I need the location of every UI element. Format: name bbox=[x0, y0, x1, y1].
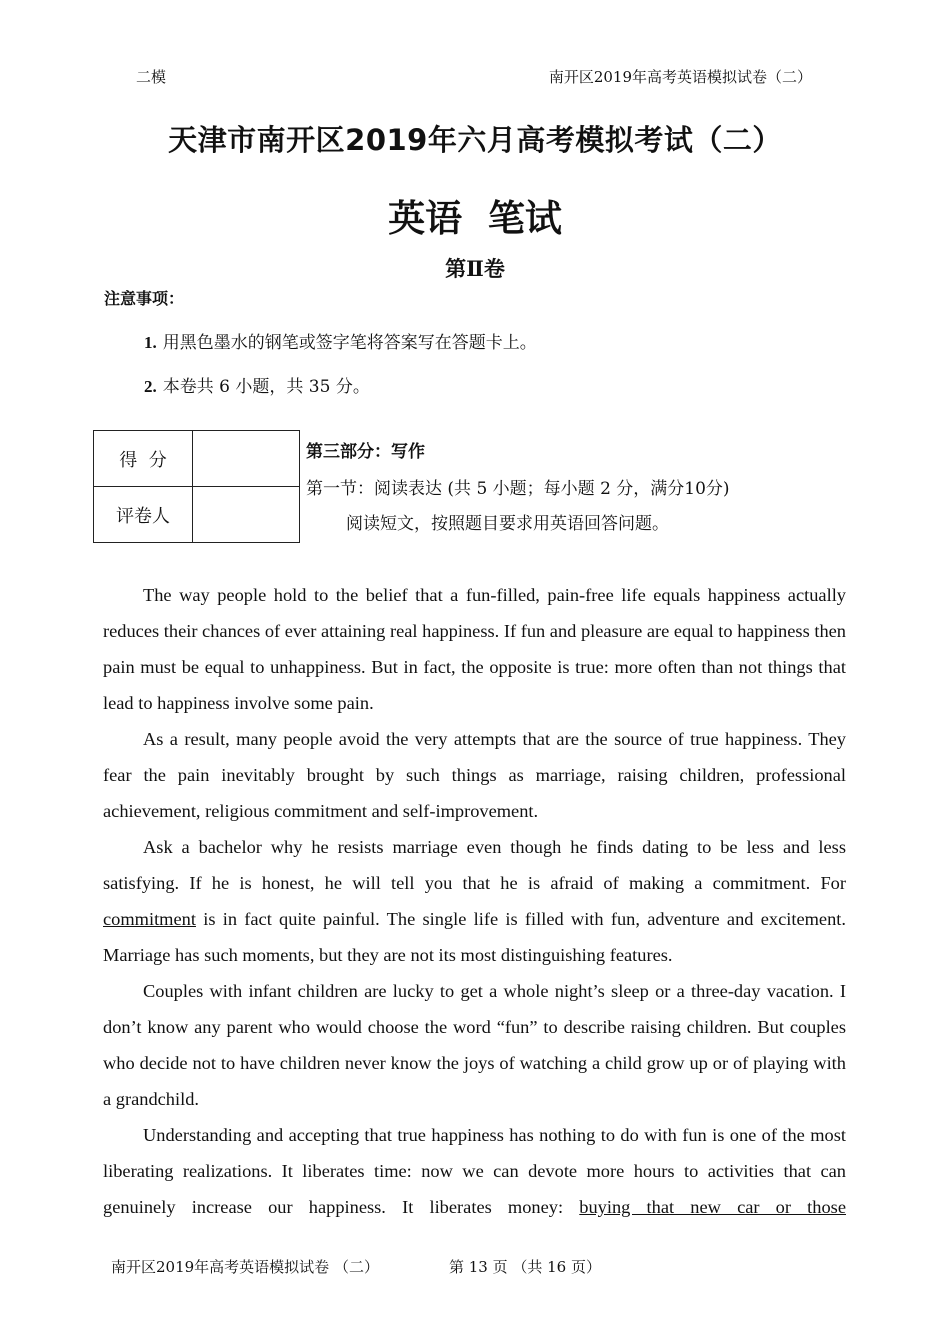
paragraph-text: Understanding and accepting that true happiness has nothing to do with fun is one of the most liberating realizations. It liberates time: now we can devote more hours to activities that can genuinely increase our happiness. It liberates money: bbox=[103, 1125, 846, 1217]
page-footer bbox=[111, 1256, 601, 1277]
notice-item-text: 本卷共 6 小题，共 35 分。 bbox=[162, 377, 370, 397]
passage-paragraph-5 bbox=[103, 1117, 846, 1225]
paragraph-text: is in fact quite painful. The single life is filled with fun, adventure and excitement. Marriage has such moments, but they are not its most distinguishing features. bbox=[103, 909, 846, 965]
volume-label: 第Ⅱ卷 bbox=[445, 256, 505, 281]
notice-item-number: 2. bbox=[144, 377, 157, 396]
grader-label: 评卷人 bbox=[94, 487, 193, 543]
reading-passage bbox=[103, 577, 846, 1225]
footer-page-number: 第 13 页 （共 16 页） bbox=[448, 1258, 601, 1276]
passage-paragraph-2: As a result, many people avoid the very attempts that are the source of true happiness. They fear the pain inevitably brought by such things as marriage, raising children, professional achievement, religious commitment and self-improvement. bbox=[103, 729, 846, 821]
underlined-phrase-buying: buying that new car or those bbox=[579, 1197, 846, 1217]
header-right-label: 南开区2019年高考英语模拟试卷（二） bbox=[548, 68, 812, 86]
notice-item-2 bbox=[144, 372, 370, 397]
header-left-label: 二模 bbox=[136, 68, 167, 86]
notice-item-text: 用黑色墨水的钢笔或签字笔将答案写在答题卡上。 bbox=[162, 333, 537, 353]
underlined-phrase-commitment: commitment bbox=[103, 909, 196, 929]
section-title: 第一节：阅读表达 (共 5 小题；每小题 2 分，满分10分) bbox=[306, 479, 730, 499]
notice-item-number: 1. bbox=[144, 333, 157, 352]
paragraph-text: Ask a bachelor why he resists marriage even though he finds dating to be less and less satisfying. If he is honest, he will tell you that he is afraid of making a commitment. For bbox=[103, 837, 846, 893]
exam-title: 天津市南开区2019年六月高考模拟考试（二） bbox=[168, 123, 782, 157]
notice-title: 注意事项： bbox=[104, 289, 185, 308]
grader-cell bbox=[193, 487, 300, 543]
passage-paragraph-4: Couples with infant children are lucky to get a whole night’s sleep or a three-day vacation. I don’t know any parent who would choose the word “fun” to describe raising children. But couples who decide not to have children never know the joys of watching a child grow up or of playing with a grandchild. bbox=[103, 981, 846, 1109]
passage-paragraph-3 bbox=[103, 829, 846, 973]
footer-exam-name: 南开区2019年高考英语模拟试卷 （二） bbox=[111, 1258, 379, 1276]
score-table bbox=[93, 430, 300, 543]
score-label: 得 分 bbox=[94, 431, 193, 487]
passage-paragraph-1: The way people hold to the belief that a fun-filled, pain-free life equals happiness actually reduces their chances of ever attaining real happiness. If fun and pleasure are equal to happiness then pain must be equal to unhappiness. But in fact, the opposite is true: more often than not things that lead to happiness involve some pain. bbox=[103, 585, 846, 713]
exam-subtitle: 英语 笔试 bbox=[388, 197, 562, 240]
score-cell bbox=[193, 431, 300, 487]
notice-item-1 bbox=[144, 328, 537, 353]
instruction-text: 阅读短文，按照题目要求用英语回答问题。 bbox=[346, 514, 669, 534]
part-title: 第三部分：写作 bbox=[306, 442, 425, 462]
